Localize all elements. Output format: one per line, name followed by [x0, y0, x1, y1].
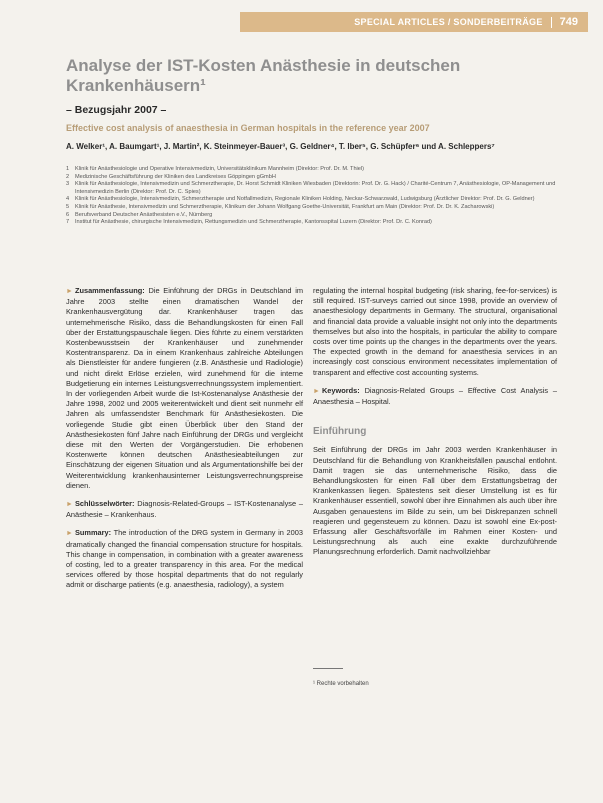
introduction-text: Seit Einführung der DRGs im Jahr 2003 werden Krankenhäuser in Deutschland für die Behandlung von Krankheitsfällen pauschal entlohnt. Damit tragen sie das unternehmerische Risiko, dass die Behandlungskosten für einen Fall über dem Erstattungsbetrag der Krankenkassen liegen. Spätestens seit dieser Umstellung ist es für Krankenhäuser essentiell, sowohl über ihre Einnahmen als auch über ihre Ausgaben genauestens im Bilde zu sein, um bei Diskrepanzen schnell reagieren und gegensteuern zu können. Dazu ist sowohl eine Ex-post-Erfassung aller Geschäftsvorfälle im Rahmen einer Kosten- und Leistungsrechnung als auch eine exakte durchzuführende Planungsrechnung erforderlich. Damit nachvollziehbar	[313, 445, 557, 557]
affiliation-number: 4	[66, 196, 70, 203]
keywords-en-text: Diagnosis-Related Groups – Effective Cost Analysis – Anaesthesia – Hospital.	[313, 385, 557, 407]
affiliation-text: Klinik für Anästhesiologie, Intensivmedizin, Schmerztherapie und Notfallmedizin, Regionale Kliniken Holding, Neckar-Schwarzwald, Ludwigsburg (Ärztlicher Direktor: Prof. Dr. G. Geldner)	[75, 196, 535, 203]
bullet-arrow-icon: ►	[66, 501, 73, 509]
affiliation-item	[66, 166, 566, 174]
article-title: Analyse der IST-Kosten Anästhesie in deutschen Krankenhäusern¹	[66, 56, 461, 95]
keywords-german	[66, 499, 303, 520]
affiliation-number: 3	[66, 181, 70, 188]
footnote: ¹ Rechte vorbehalten	[313, 681, 369, 687]
section-header-bar	[240, 12, 588, 32]
abstract-label: Zusammenfassung:	[74, 286, 145, 295]
affiliation-text: Berufsverband Deutscher Anästhesisten e.V., Nürnberg	[75, 211, 213, 218]
abstract-german	[66, 286, 303, 491]
affiliation-number: 7	[66, 219, 70, 226]
page-number: 749	[559, 16, 578, 28]
footnote-divider	[313, 668, 343, 669]
summary-label: Summary:	[74, 528, 112, 538]
affiliation-item	[66, 196, 566, 204]
abstract-text: Die Einführung der DRGs in Deutschland im Jahre 2003 stellte einen dramatischen Wandel der Krankenhausvergütung dar. Krankenhäuser tragen das unternehmerische Risiko, dass die Behandlungskosten für einen Fall über der Erstattungspauschale liegen. Dies führte zu einem verstärkten Kostenbewusstsein der Krankenhäuser und zunehmender Kostentransparenz. Da in einem Krankenhaus zahlreiche Abteilungen als Dienstleister für andere fungieren (z.B. Anästhesie und Radiologie) und nicht direkt Erlöse erzielen, wird zunehmend für die interne Budgetierung ein internes Leistungsverrechnungssystem implementiert. In der vorliegenden Arbeit wurde die Ist-Kostenanalyse Anästhesie der Jahre 1998, 2002 und 2005 weiterentwickelt und dient seit nunmehr elf Jahren als umfassendster Benchmark für Anästhesiekosten. Die vorliegende Studie gibt einen Überblick über den Stand der Anästhesiekosten fünf Jahre nach Einführung der DRGs und vergleicht diese mit den Werten der Vorgängerstudien. Die erhobenen Kostenwerte können deutschen Anästhesieabteilungen zur Einschätzung der eigenen Situation und als Argumentationshilfe bei der Weiterentwicklung krankenhausinterner Leistungsverrechnungspreise dienen.	[66, 286, 303, 490]
affiliation-item	[66, 212, 566, 220]
section-header-label: SPECIAL ARTICLES / SONDERBEITRÄGE	[354, 17, 543, 27]
keywords-text: Diagnosis-Related-Groups – IST-Kostenanalyse – Anästhesie – Krankenhaus.	[66, 499, 303, 520]
affiliation-text: Institut für Anästhesie, chirurgische Intensivmedizin, Rettungsmedizin und Schmerztherapie, Kantonsspital Luzern (Direktor: Prof. Dr. C. Konrad)	[75, 219, 432, 226]
section-heading: Einführung	[313, 426, 367, 438]
summary-text: The introduction of the DRG system in Germany in 2003 dramatically changed the financial compensation structure for hospitals. This change in compensation, in combination with a greater awareness of costing, led to a greater transparency in this area. For the medical services offered by those hospital departments that do not regularly admit or discharge patients (e.g. anaesthesia, radiology), a system	[66, 528, 303, 590]
affiliation-number: 2	[66, 173, 70, 180]
affiliation-text: Klinik für Anästhesiologie und Operative Intensivmedizin, Universitätsklinikum Mannheim (Direktor: Prof. Dr. M. Thiel)	[75, 166, 365, 172]
article-subtitle: – Bezugsjahr 2007 –	[66, 104, 167, 116]
affiliation-item	[66, 219, 566, 227]
affiliation-text: Klinik für Anästhesiologie, Intensivmedizin und Schmerztherapie, Dr. Horst Schmidt Kliniken Wiesbaden (Direktorin: Prof. Dr. G. Hack) / Charité-Centrum 7, Anästhesiologie, OP-Management und Intensivmedizin Berlin (Direktor: Prof. Dr. C. Spies)	[75, 181, 556, 195]
affiliation-text: Klinik für Anästhesie, Intensivmedizin und Schmerztherapie, Klinikum der Johann Wolfgang Goethe-Universität, Frankfurt am Main (Direktor: Prof. Dr. Dr. K. Zacharowski)	[75, 203, 495, 210]
bullet-arrow-icon: ►	[66, 288, 73, 295]
article-title-english: Effective cost analysis of anaesthesia in German hospitals in the reference year 2007	[66, 123, 430, 133]
affiliation-number: 1	[66, 166, 70, 172]
affiliation-number: 6	[66, 211, 70, 218]
affiliation-item	[66, 204, 566, 212]
affiliation-item	[66, 181, 566, 196]
affiliation-list	[66, 166, 566, 227]
summary-english	[66, 528, 303, 590]
affiliation-text: Medizinische Geschäftsführung der Kliniken des Landkreises Göppingen gGmbH	[75, 173, 276, 180]
author-list: A. Welker¹, A. Baumgart¹, J. Martin², K. Steinmeyer-Bauer³, G. Geldner⁴, T. Iber⁵, G. Schüpfer⁶ und A. Schleppers⁷	[66, 142, 495, 151]
bullet-arrow-icon: ►	[313, 387, 320, 395]
keywords-en-label: Keywords:	[321, 385, 360, 395]
keywords-english	[313, 386, 557, 407]
affiliation-number: 5	[66, 203, 70, 210]
left-text-column	[66, 286, 303, 599]
bullet-arrow-icon: ►	[66, 530, 73, 538]
header-divider	[551, 17, 552, 28]
keywords-label: Schlüsselwörter:	[74, 499, 135, 509]
affiliation-item	[66, 174, 566, 182]
right-text-column	[313, 286, 557, 566]
summary-continued: regulating the internal hospital budgeting (risk sharing, fee-for-services) is still required. IST-surveys carried out since 1998, provide an overview of anaesthesiology departments in Germany. The structural, organisational and financial data provide a valuable insight not only into the departments themselves but also into the hospitals, in particular the ability to compare costs over time points up the changes in the departments over the years. The expected growth in the demand for anaesthesia services in an increasingly cost conscious environment necessitates implementation of transparent and effective cost accounting systems.	[313, 286, 557, 377]
